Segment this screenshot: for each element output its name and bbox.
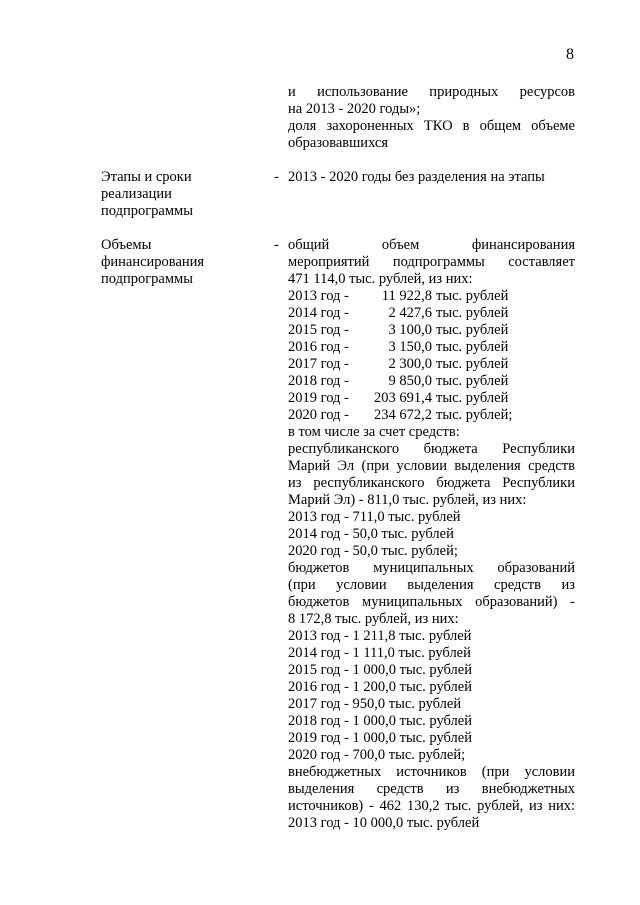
year-amount: 2 427,6 [388, 305, 432, 321]
year-unit: тыс. рублей [436, 288, 509, 304]
municipal-year-row: 2017 год - 950,0 тыс. рублей [288, 696, 462, 712]
funding-intro-line: мероприятий подпрограммы составляет [288, 254, 575, 270]
continuation-line: и использование природных ресурсов [288, 84, 575, 100]
year-amount: 234 672,2 [374, 407, 432, 423]
year-label: 2013 год - [288, 288, 349, 304]
year-amount: 9 850,0 [388, 373, 432, 389]
extrabudget-year-row: 2013 год - 10 000,0 тыс. рублей [288, 815, 480, 831]
stages-dash: - [274, 169, 279, 185]
year-label: 2016 год - [288, 339, 349, 355]
funding-dash: - [274, 237, 279, 253]
total-year-row [288, 322, 575, 339]
total-year-row [288, 288, 575, 305]
municipal-year-row: 2018 год - 1 000,0 тыс. рублей [288, 713, 472, 729]
year-label: 2019 год - [288, 390, 349, 406]
total-year-row [288, 390, 575, 407]
funding-label-line: подпрограммы [101, 271, 193, 287]
year-unit: тыс. рублей [436, 356, 509, 372]
stages-value-text: 2013 - 2020 годы без разделения на этапы [288, 169, 545, 185]
stages-label [101, 169, 251, 220]
extrabudget-line: источников) - 462 130,2 тыс. рублей, из них: [288, 798, 575, 814]
year-unit: тыс. рублей [436, 322, 509, 338]
year-label: 2014 год - [288, 305, 349, 321]
municipal-year-row: 2014 год - 1 111,0 тыс. рублей [288, 645, 471, 661]
year-unit: тыс. рублей [436, 339, 509, 355]
year-amount: 3 150,0 [388, 339, 432, 355]
municipal-budget-line: бюджетов муниципальных образований) - [288, 594, 575, 610]
year-unit: тыс. рублей [436, 373, 509, 389]
funding-label [101, 237, 251, 288]
year-amount: 203 691,4 [374, 390, 432, 406]
year-unit: тыс. рублей [436, 390, 509, 406]
total-year-row [288, 305, 575, 322]
year-label: 2015 год - [288, 322, 349, 338]
stages-label-line: подпрограммы [101, 203, 193, 219]
year-label: 2017 год - [288, 356, 349, 372]
including-label: в том числе за счет средств: [288, 424, 460, 440]
funding-label-line: финансирования [101, 254, 205, 270]
stages-value [288, 169, 575, 186]
municipal-budget-line: (при условии выделения средств из [288, 577, 575, 593]
republic-budget-line: из республиканского бюджета Республики [288, 475, 575, 491]
continuation-text [288, 84, 575, 152]
funding-intro-line: 471 114,0 тыс. рублей, из них: [288, 271, 473, 287]
total-year-row [288, 373, 575, 390]
municipal-year-row: 2016 год - 1 200,0 тыс. рублей [288, 679, 472, 695]
funding-label-line: Объемы [101, 237, 152, 253]
republic-budget-line: Марий Эл (при условии выделения средств [288, 458, 575, 474]
year-label: 2018 год - [288, 373, 349, 389]
year-unit: тыс. рублей; [436, 407, 513, 423]
year-amount: 3 100,0 [388, 322, 432, 338]
municipal-year-row: 2013 год - 1 211,8 тыс. рублей [288, 628, 472, 644]
municipal-budget-line: 8 172,8 тыс. рублей, из них: [288, 611, 459, 627]
republic-year-row: 2020 год - 50,0 тыс. рублей; [288, 543, 458, 559]
total-year-row [288, 339, 575, 356]
year-unit: тыс. рублей [436, 305, 509, 321]
continuation-line: на 2013 - 2020 годы»; [288, 101, 421, 117]
stages-label-line: реализации [101, 186, 172, 202]
republic-year-row: 2014 год - 50,0 тыс. рублей [288, 526, 454, 542]
municipal-year-row: 2020 год - 700,0 тыс. рублей; [288, 747, 466, 763]
total-year-row [288, 356, 575, 373]
year-amount: 11 922,8 [381, 288, 432, 304]
municipal-year-row: 2015 год - 1 000,0 тыс. рублей [288, 662, 472, 678]
extrabudget-line: внебюджетных источников (при условии [288, 764, 575, 780]
municipal-year-row: 2019 год - 1 000,0 тыс. рублей [288, 730, 472, 746]
republic-year-row: 2013 год - 711,0 тыс. рублей [288, 509, 461, 525]
municipal-budget-line: бюджетов муниципальных образований [288, 560, 575, 576]
extrabudget-line: выделения средств из внебюджетных [288, 781, 575, 797]
continuation-line: доля захороненных ТКО в общем объеме [288, 118, 575, 134]
year-amount: 2 300,0 [388, 356, 432, 372]
continuation-line: образовавшихся [288, 135, 389, 151]
stages-label-line: Этапы и сроки [101, 169, 192, 185]
republic-budget-line: Марий Эл) - 811,0 тыс. рублей, из них: [288, 492, 527, 508]
page-number: 8 [566, 46, 574, 63]
year-label: 2020 год - [288, 407, 349, 423]
republic-budget-line: республиканского бюджета Республики [288, 441, 575, 457]
total-year-row [288, 407, 575, 424]
funding-body [288, 237, 575, 832]
funding-intro-line: общий объем финансирования [288, 237, 575, 253]
